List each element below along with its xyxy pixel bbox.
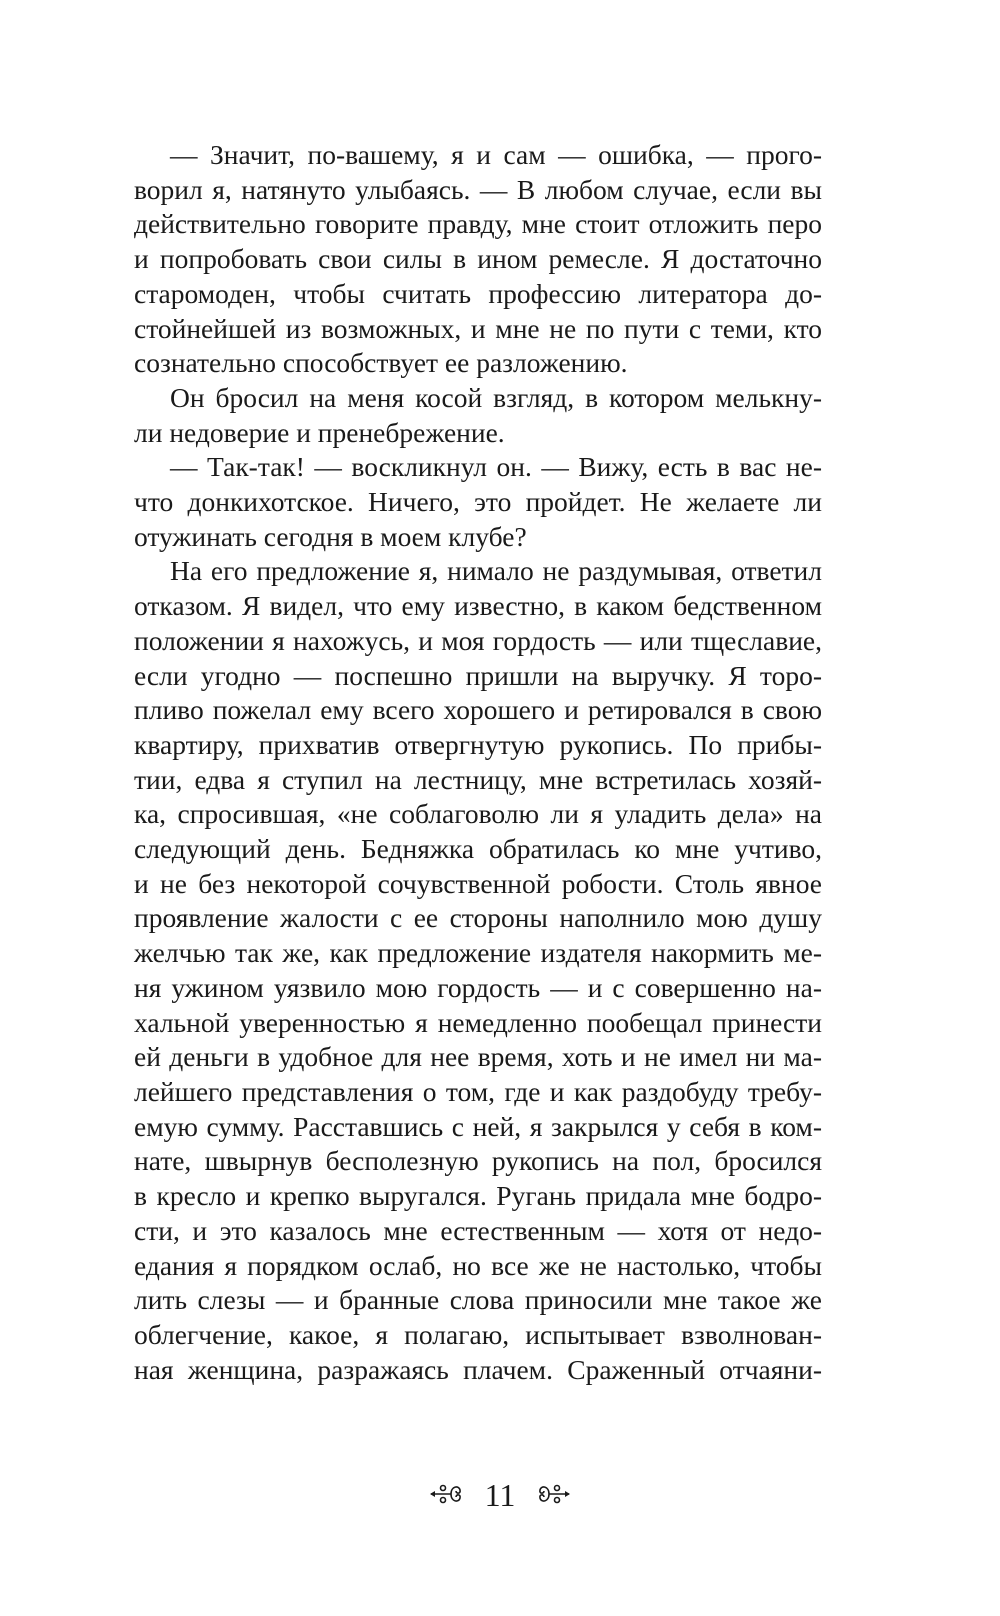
text-line: сознательно способствует ее разложению. <box>134 347 628 379</box>
text-line: хальной уверенностью я немедленно пообещал принести <box>134 1006 822 1038</box>
paragraph <box>134 138 822 381</box>
text-line: в кресло и крепко выругался. Ругань придала мне бодро- <box>134 1180 822 1212</box>
text-line: отказом. Я видел, что ему известно, в каком бедственном <box>134 590 822 622</box>
text-line: и не без некоторой сочувственной робости. Столь явное <box>134 867 822 899</box>
text-line: старомоден, чтобы считать профессию литератора до- <box>134 277 822 309</box>
text-line: емую сумму. Расставшись с ней, я закрылся у себя в ком- <box>134 1110 822 1142</box>
text-line: и попробовать свои силы в ином ремесле. Я достаточно <box>134 243 822 275</box>
text-line: лить слезы — и бранные слова приносили мне такое же <box>134 1284 822 1316</box>
text-line: лейшего представления о том, где и как раздобуду требу- <box>134 1075 822 1107</box>
text-line: ка, спросившая, «не соблаговолю ли я уладить дела» на <box>134 798 822 830</box>
text-line: стойнейшей из возможных, и мне не по пути с теми, кто <box>134 312 822 344</box>
paragraph <box>134 554 822 1387</box>
fleuron-left-icon <box>429 1477 465 1514</box>
text-line: ли недоверие и пренебрежение. <box>134 416 505 448</box>
text-line: пливо пожелал ему всего хорошего и ретировался в свою <box>134 694 822 726</box>
paragraph <box>134 450 822 554</box>
text-line: Он бросил на меня косой взгляд, в котором мелькну- <box>170 381 822 413</box>
text-line: сти, и это казалось мне естественным — хотя от недо- <box>134 1214 822 1246</box>
text-line: что донкихотское. Ничего, это пройдет. Не желаете ли <box>134 486 822 518</box>
text-line: — Так-так! — воскликнул он. — Вижу, есть в вас не- <box>170 451 822 483</box>
text-line: желчью так же, как предложение издателя накормить ме- <box>134 937 822 969</box>
text-line: ей деньги в удобное для нее время, хоть и не имел ни ма- <box>134 1041 822 1073</box>
text-line: если угодно — поспешно пришли на выручку. Я торо- <box>134 659 822 691</box>
fleuron-right-icon <box>535 1477 571 1514</box>
page-body <box>134 138 822 1387</box>
text-line: положении я нахожусь, и моя гордость — или тщеславие, <box>134 624 822 656</box>
text-line: квартиру, прихватив отвергнутую рукопись. По прибы- <box>134 728 822 760</box>
text-line: ворил я, натянуто улыбаясь. — В любом случае, если вы <box>134 173 822 205</box>
text-line: ня ужином уязвило мою гордость — и с совершенно на- <box>134 971 822 1003</box>
text-line: отужинать сегодня в моем клубе? <box>134 520 527 552</box>
text-line: На его предложение я, нимало не раздумывая, ответил <box>170 555 822 587</box>
text-line: — Значит, по-вашему, я и сам — ошибка, — прого- <box>170 139 822 170</box>
paragraph <box>134 381 822 450</box>
text-line: едания я порядком ослаб, но все же не настолько, чтобы <box>134 1249 822 1281</box>
page-footer <box>0 1474 1000 1514</box>
text-line: облегчение, какое, я полагаю, испытывает взволнован- <box>134 1318 822 1350</box>
text-line: нате, швырнув бесполезную рукопись на пол, бросился <box>134 1145 822 1177</box>
text-line: тии, едва я ступил на лестницу, мне встретилась хозяй- <box>134 763 822 795</box>
page-number: 11 <box>484 1477 516 1514</box>
text-line: действительно говорите правду, мне стоит отложить перо <box>134 208 822 240</box>
text-line: ная женщина, разражаясь плачем. Сраженный отчаяни- <box>134 1353 822 1385</box>
text-line: проявление жалости с ее стороны наполнило мою душу <box>134 902 822 934</box>
text-line: следующий день. Бедняжка обратилась ко мне учтиво, <box>134 833 822 865</box>
